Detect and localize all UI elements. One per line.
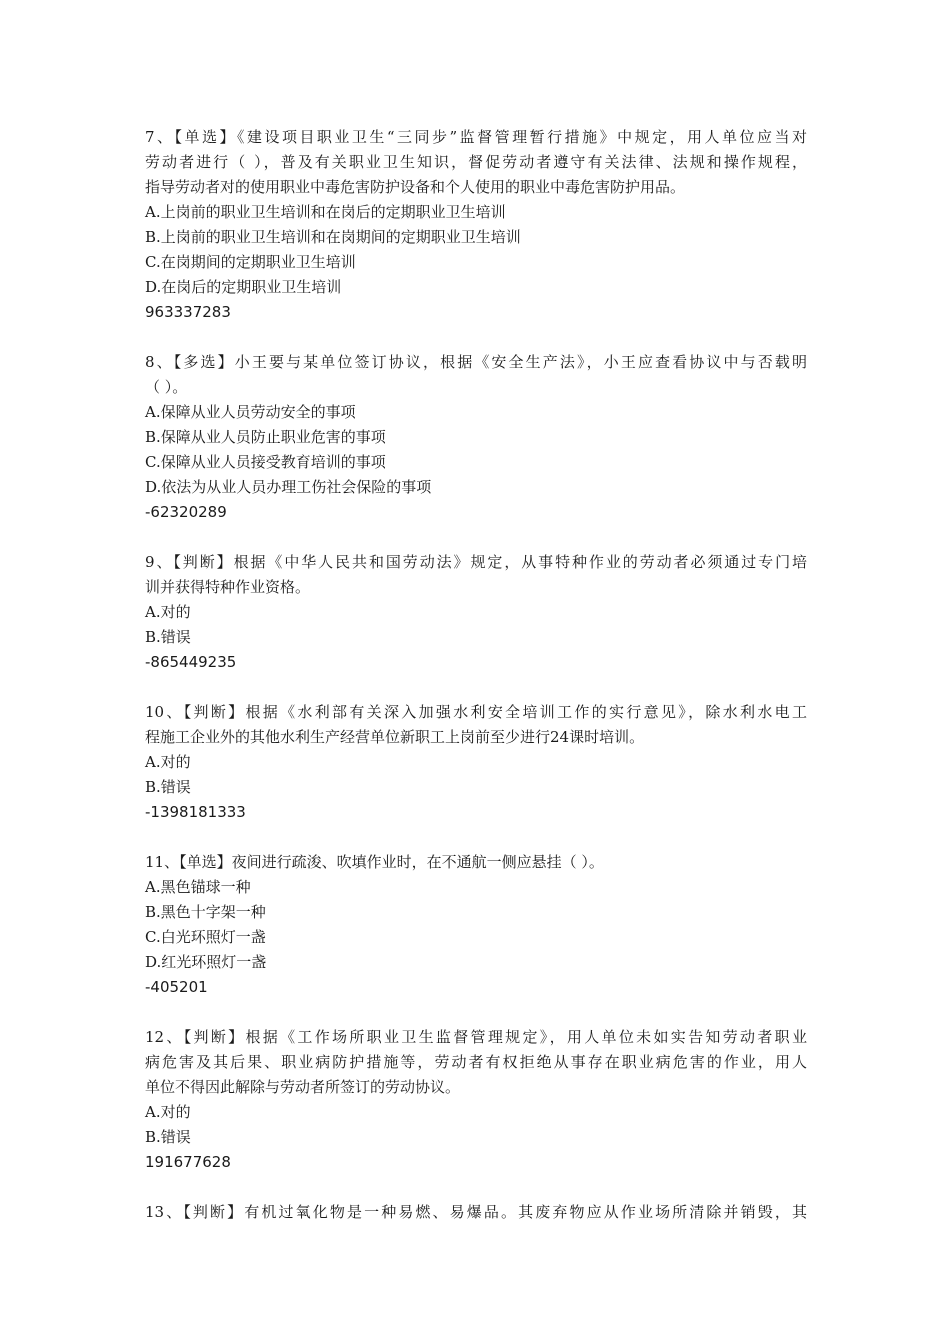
option-a: A.黑色锚球一种 (145, 878, 251, 896)
option-c: C.保障从业人员接受教育培训的事项 (145, 453, 386, 471)
question-stem-line: 13、【判断】有机过氧化物是一种易燃、易爆品。其废弃物应从作业场所清除并销毁，其 (145, 1203, 807, 1221)
answer-code: -405201 (145, 978, 208, 996)
question-stem-line: 10、【判断】根据《水利部有关深入加强水利安全培训工作的实行意见》，除水利水电工 (145, 703, 807, 721)
answer-code: -865449235 (145, 653, 237, 671)
question-12 (145, 1025, 807, 1175)
question-stem-line: 病危害及其后果、职业病防护措施等，劳动者有权拒绝从事存在职业病危害的作业，用人 (145, 1053, 807, 1071)
question-11 (145, 850, 807, 1000)
option-a: A.上岗前的职业卫生培训和在岗后的定期职业卫生培训 (145, 203, 506, 221)
answer-code: -62320289 (145, 503, 227, 521)
question-stem-line: 单位不得因此解除与劳动者所签订的劳动协议。 (145, 1078, 461, 1096)
question-stem-line: 训并获得特种作业资格。 (145, 578, 311, 596)
question-10 (145, 700, 807, 825)
question-8 (145, 350, 807, 525)
option-d: D.依法为从业人员办理工伤社会保险的事项 (145, 478, 432, 496)
option-b: B.错误 (145, 778, 191, 796)
option-d: D.在岗后的定期职业卫生培训 (145, 278, 342, 296)
question-stem-line: 8、【多选】小王要与某单位签订协议，根据《安全生产法》，小王应查看协议中与否载明 (145, 353, 807, 371)
option-a: A.对的 (145, 1103, 191, 1121)
option-b: B.上岗前的职业卫生培训和在岗期间的定期职业卫生培训 (145, 228, 521, 246)
question-stem-line: 9、【判断】根据《中华人民共和国劳动法》规定，从事特种作业的劳动者必须通过专门培 (145, 553, 807, 571)
document-page (145, 125, 807, 1250)
question-stem-line: 12、【判断】根据《工作场所职业卫生监督管理规定》，用人单位未如实告知劳动者职业 (145, 1028, 807, 1046)
option-a: A.对的 (145, 603, 191, 621)
option-a: A.对的 (145, 753, 191, 771)
option-b: B.保障从业人员防止职业危害的事项 (145, 428, 386, 446)
option-c: C.白光环照灯一盏 (145, 928, 266, 946)
question-9 (145, 550, 807, 675)
question-13 (145, 1200, 807, 1225)
option-a: A.保障从业人员劳动安全的事项 (145, 403, 356, 421)
question-stem-line: 劳动者进行（ ），普及有关职业卫生知识，督促劳动者遵守有关法律、法规和操作规程， (145, 153, 807, 171)
answer-code: 963337283 (145, 303, 231, 321)
option-b: B.黑色十字架一种 (145, 903, 266, 921)
question-7 (145, 125, 807, 325)
answer-code: 191677628 (145, 1153, 231, 1171)
option-c: C.在岗期间的定期职业卫生培训 (145, 253, 356, 271)
option-d: D.红光环照灯一盏 (145, 953, 267, 971)
question-stem-line: （ ）。 (145, 378, 188, 396)
question-stem-line: 指导劳动者对的使用职业中毒危害防护设备和个人使用的职业中毒危害防护用品。 (145, 178, 686, 196)
question-stem-line: 程施工企业外的其他水利生产经营单位新职工上岗前至少进行24课时培训。 (145, 728, 645, 746)
option-b: B.错误 (145, 628, 191, 646)
answer-code: -1398181333 (145, 803, 246, 821)
option-b: B.错误 (145, 1128, 191, 1146)
question-stem-line: 7、【单选】《建设项目职业卫生“三同步”监督管理暂行措施》中规定，用人单位应当对 (145, 128, 807, 146)
question-stem-line: 11、【单选】夜间进行疏浚、吹填作业时，在不通航一侧应悬挂（ ）。 (145, 853, 604, 871)
